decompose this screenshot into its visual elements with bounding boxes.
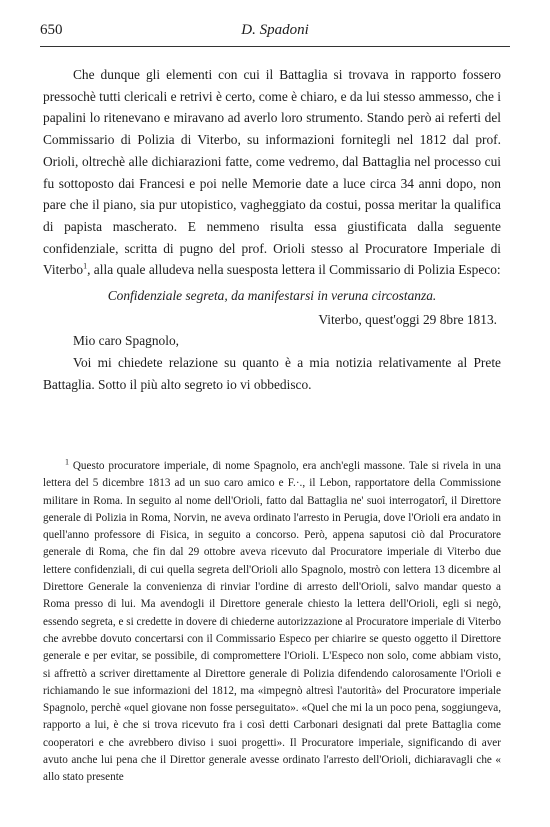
paragraph-text-end: , alla quale alludeva nella suesposta lettera il Commissario di Polizia Especo: (87, 262, 501, 278)
letter-text: Voi mi chiedete relazione su quanto è a mia notizia relativamente al Prete Battaglia. Sotto il più alto segreto io vi obbedisco. (43, 355, 501, 392)
page-header (40, 22, 510, 42)
footnote-text: Questo procuratore imperiale, di nome Spagnolo, era anch'egli massone. Tale si rivela in una lettera del 5 dicembre 1813 ad un suo caro amico e F.·., il Lebon, rapportatore della Commissione militare in Roma. In seguito al nome dell'Orioli, fatto dal Battaglia ne' suoi interrogatorî, il Direttore generale di Polizia in Roma, Norvin, ne aveva ordinato l'arresto in Perugia, dove l'Orioli era andato in quell'anno professore di Fisica, in seguito a concorso. Però, appena saputosi ciò dal Procuratore generale di Roma, che fin dal 29 ottobre aveva ricevuto dal Procuratore imperiale di Viterbo due lettere confidenziali, di cui quella segreta dell'Orioli allo Spagnolo, mostrò con lettera 13 dicembre al Direttore Generale la convenienza di rinviar l'ordine di arresto dell'Orioli, salvo mandar questo a Roma presso di lui. Ma avendogli il Direttore generale chiesto la lettera dell'Orioli, egli si negò, essendo segreta, e si credette in dovere di chiederne autorizzazione al Procuratore imperiale di Viterbo che avrebbe dovuto concertarsi con il Commissario Especo per chiarire se questo oggetto il Direttore generale e per evitar, se possibile, di compromettere l'Orioli. L'Especo non solo, come abbiam visto, si affrettò a scriver direttamente al Direttore generale di Polizia difendendo calorosamente l'Orioli e richiamando le sue informazioni del 1812, ma «impegnò altresì l'autorità» del Procuratore imperiale Spagnolo, perchè «quel giovane non fosse perseguitato». «Quel che mi la un poco pena, soggiungeva, rapporto a lui, è che si trova ricevuto fra i così detti Carbonari designati dal prete Battaglia come cooperatori e che avrebbero diviso i suoi progetti». Il Procuratore imperiale, significando di aver avuto anche lui pena che il Direttor generale avesse ordinato l'arresto dell'Orioli, dichiaravagli che « allo stato presente (43, 460, 501, 784)
header-rule (40, 46, 510, 47)
letter-heading: Confidenziale segreta, da manifestarsi in veruna circostanza. (107, 288, 437, 304)
main-text (43, 64, 501, 396)
page-number: 650 (40, 22, 63, 38)
footnote-paragraph (43, 458, 501, 787)
paragraph (43, 64, 501, 281)
paragraph-text: Che dunque gli elementi con cui il Battaglia si trovava in rapporto fossero pressochè tutti clericali e retrivi è certo, come è chiaro, e da lui stesso ammesso, che i papalini lo ritenevano e miravano ad averlo loro strumento. Stando però ai referti del Commissario di Polizia di Viterbo, su informazioni fornitegli nel 1812 dal prof. Orioli, oltrechè alle dichiarazioni fatte, come vedremo, dal Battaglia nel processo cui fu sottoposto dai Francesi e poi nelle Memorie date a luce circa 34 anni dopo, non pare che il piano, sia pur utopistico, vagheggiato da costui, possa meritar la qualifica di papista mascherato. E nemmeno risulta essa giustificata dalla seguente confidenziale, scritta di pugno del prof. Orioli stesso al Procuratore Imperiale di Viterbo (43, 67, 501, 278)
letter-salutation: Mio caro Spagnolo, (73, 333, 179, 349)
footnote (43, 458, 501, 787)
letter-date: Viterbo, quest'oggi 29 8bre 1813. (318, 311, 497, 327)
footnote-reference: 1 (83, 261, 88, 271)
footnote-mark: 1 (65, 457, 69, 467)
running-title: D. Spadoni (241, 22, 309, 38)
